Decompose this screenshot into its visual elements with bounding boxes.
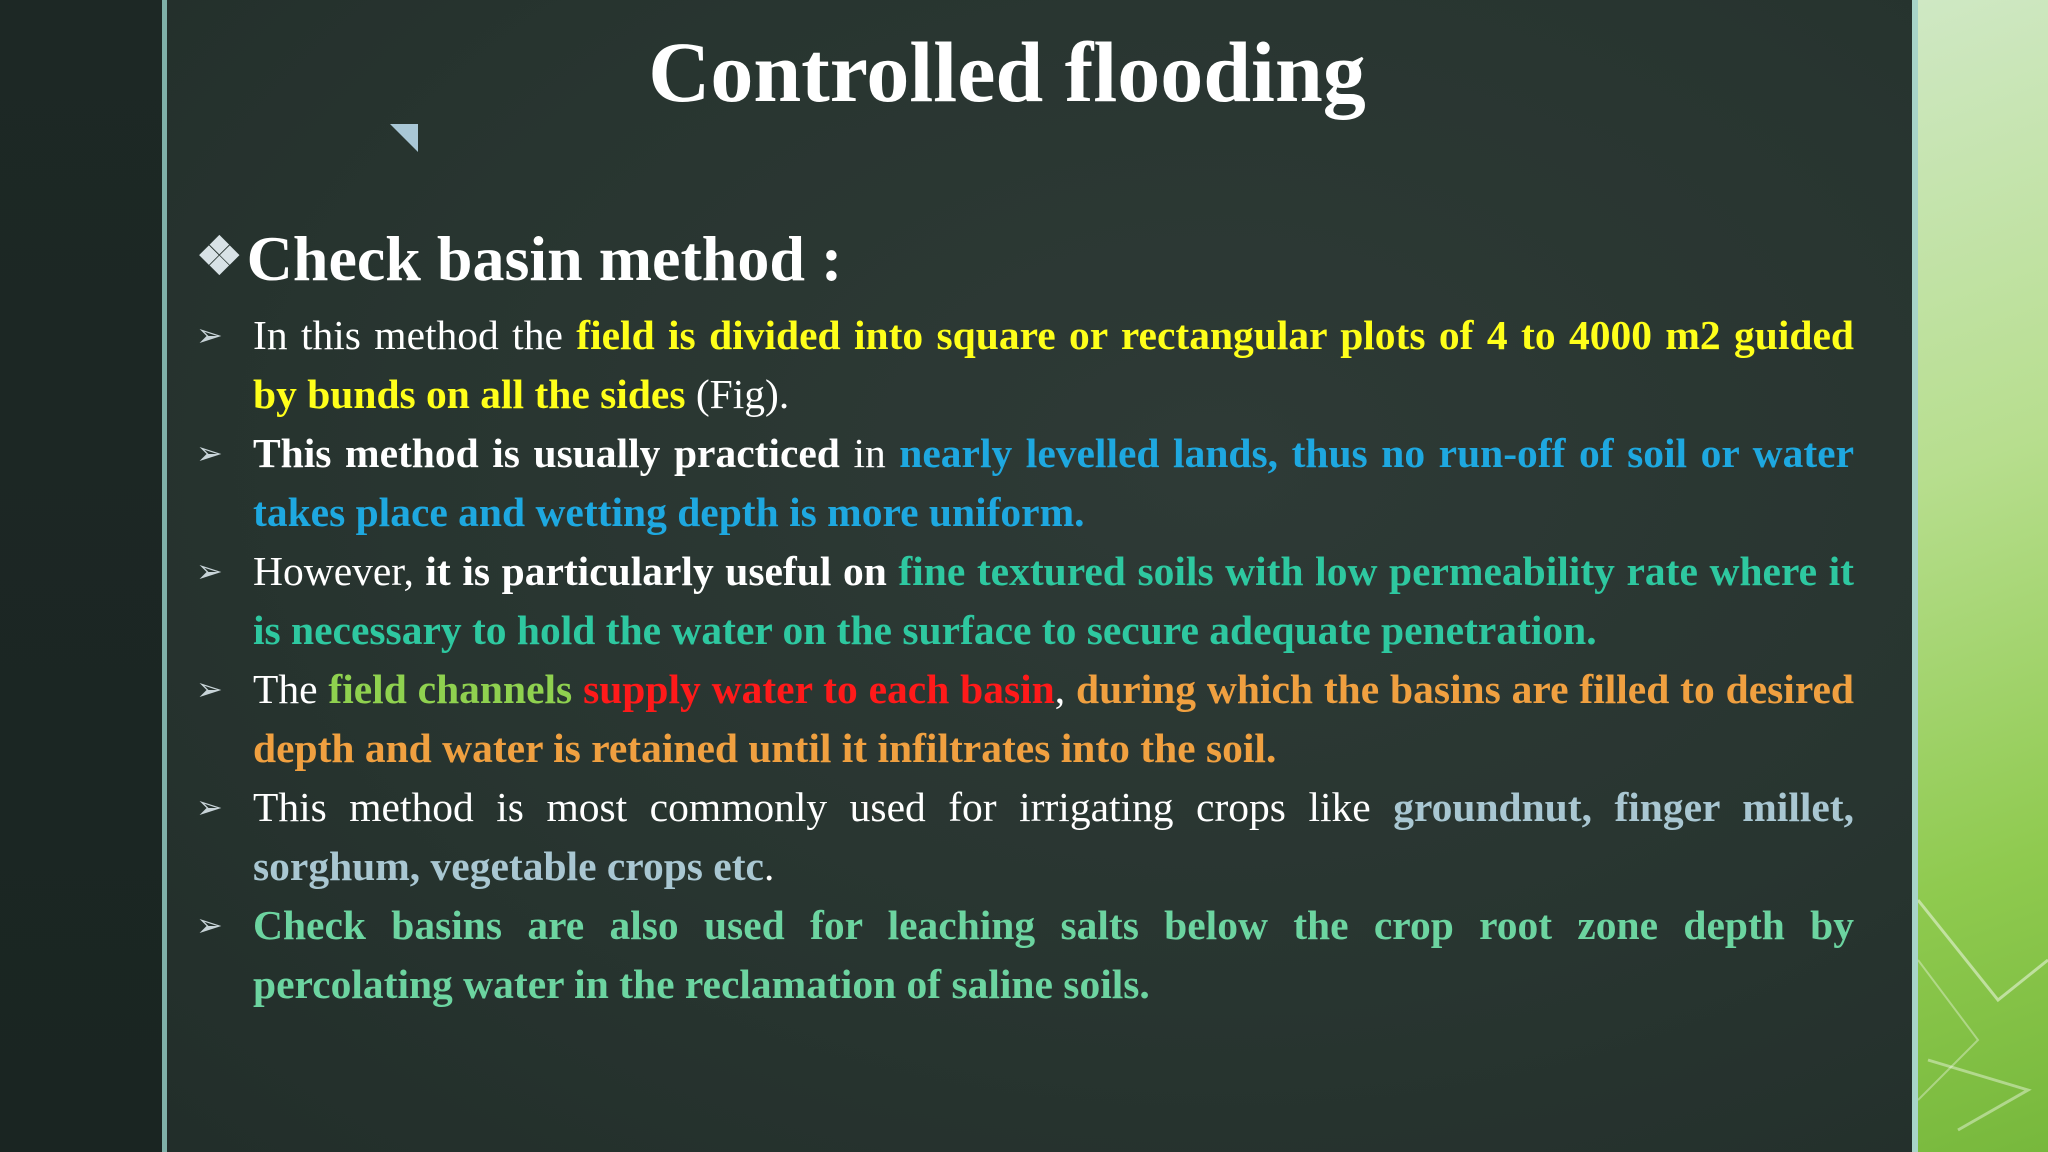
- section-heading: [196, 218, 842, 299]
- bullet-text-segment: This method is most commonly used for irrigating crops like: [253, 784, 1394, 830]
- arrow-bullet-icon: ➢: [196, 906, 223, 944]
- bullet-text-segment: This method is usually practiced: [253, 430, 840, 476]
- bullet-item: [196, 896, 1854, 1014]
- bullet-text-segment: ,: [1054, 666, 1077, 712]
- bullet-text-segment: (Fig).: [685, 371, 790, 417]
- bullet-text-segment: it is particularly useful on: [425, 548, 887, 594]
- arrow-bullet-icon: ➢: [196, 788, 223, 826]
- decorative-chevron-shapes: [1918, 0, 2048, 1152]
- bullet-text-segment: [887, 548, 899, 594]
- bullet-text-segment: nearly levelled lands, thus no run-off of soil or water takes place and wetting depth is more uniform.: [253, 430, 1854, 535]
- slide-title: Controlled flooding: [648, 24, 1366, 120]
- bullet-text-segment: groundnut, finger millet, sorghum, vegetable crops etc: [253, 784, 1855, 889]
- bullet-text-segment: [572, 666, 583, 712]
- bullet-text-segment: during which the basins are filled to desired depth and water is retained until it infiltrates into the soil.: [253, 666, 1854, 771]
- bullet-list: [196, 306, 1854, 1014]
- bullet-text-segment: field is divided into square or rectangular plots of 4 to 4000 m2 guided by bunds on all the sides: [253, 312, 1854, 417]
- bullet-item: [196, 306, 1854, 424]
- bullet-item: [196, 424, 1854, 542]
- corner-triangle-icon: [390, 124, 418, 152]
- bullet-item: [196, 778, 1854, 896]
- bullet-text-segment: However,: [253, 548, 426, 594]
- arrow-bullet-icon: ➢: [196, 552, 223, 590]
- bullet-text-segment: fine textured soils with low permeability rate where it is necessary to hold the water on the surface to secure adequate penetration.: [253, 548, 1855, 653]
- diamond-bullet-icon: ❖: [196, 229, 243, 286]
- bullet-text-segment: supply water to each basin: [583, 666, 1055, 712]
- bullet-item: [196, 660, 1854, 778]
- bullet-item: [196, 542, 1854, 660]
- left-border-band: [0, 0, 162, 1152]
- bullet-text-segment: in: [839, 430, 900, 476]
- arrow-bullet-icon: ➢: [196, 670, 223, 708]
- bullet-text-segment: The: [253, 666, 329, 712]
- section-heading-text: Check basin method :: [246, 223, 843, 294]
- bullet-text-segment: In this method the: [253, 312, 577, 358]
- arrow-bullet-icon: ➢: [196, 316, 223, 354]
- bullet-text-segment: Check basins are also used for leaching salts below the crop root zone depth by percolating water in the reclamation of saline soils.: [253, 902, 1854, 1007]
- bullet-text-segment: .: [763, 843, 775, 889]
- arrow-bullet-icon: ➢: [196, 434, 223, 472]
- right-decorative-band: [1918, 0, 2048, 1152]
- bullet-text-segment: field channels: [328, 666, 573, 712]
